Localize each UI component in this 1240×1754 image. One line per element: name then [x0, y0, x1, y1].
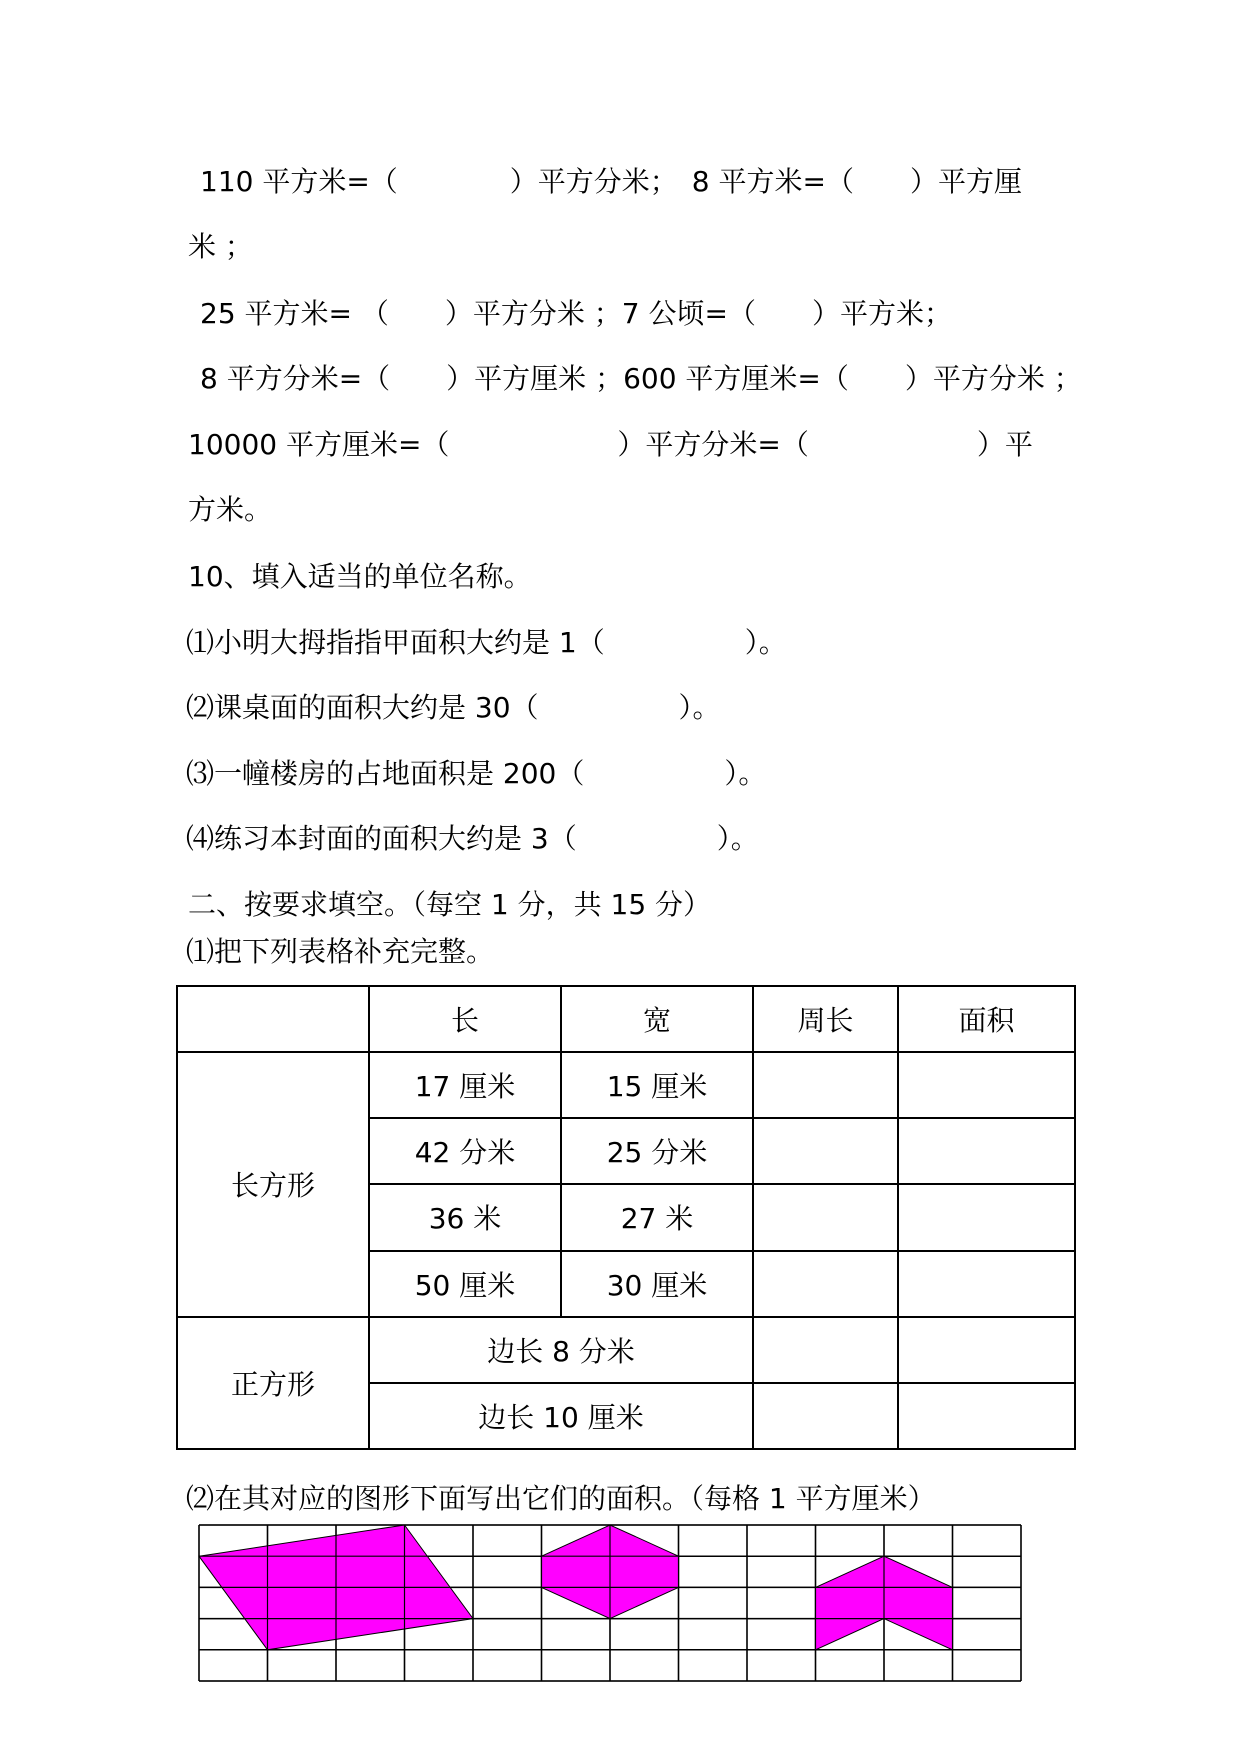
question-10-item-2: ⑵课桌面的面积大约是 30（ ）。 [186, 691, 721, 724]
square-side-cell: 边长 10 厘米 [369, 1383, 753, 1449]
section-2-sub-2: ⑵在其对应的图形下面写出它们的面积。（每格 1 平方厘米） [186, 1482, 936, 1515]
conversion-line-5: 10000 平方厘米=（ ）平方分米=（ ）平 [188, 428, 1033, 461]
conversion-line-6: 方米。 [188, 493, 273, 526]
question-10-item-1: ⑴小明大拇指指甲面积大约是 1（ ）。 [186, 626, 787, 659]
rect-length-cell: 36 米 [369, 1184, 561, 1250]
rect-width-cell: 30 厘米 [561, 1251, 753, 1317]
rect-length-cell: 17 厘米 [369, 1052, 561, 1118]
square-side-cell: 边长 8 分米 [369, 1317, 753, 1383]
question-10-item-4: ⑷练习本封面的面积大约是 3（ ）。 [186, 822, 759, 855]
rect-length-cell: 42 分米 [369, 1118, 561, 1184]
square-label: 正方形 [177, 1317, 369, 1449]
section-2-sub-1: ⑴把下列表格补充完整。 [186, 935, 495, 968]
table-header-width: 宽 [561, 986, 753, 1052]
section-2-title: 二、按要求填空。（每空 1 分，共 15 分） [188, 888, 712, 921]
rect-width-cell: 25 分米 [561, 1118, 753, 1184]
table-header-perimeter: 周长 [753, 986, 898, 1052]
conversion-line-1: 110 平方米=（ ）平方分米； 8 平方米=（ ）平方厘 [200, 165, 1022, 198]
conversion-line-3: 25 平方米= （ ）平方分米 ；7 公顷=（ ）平方米； [200, 297, 952, 330]
rect-length-cell: 50 厘米 [369, 1251, 561, 1317]
table-header-length: 长 [369, 986, 561, 1052]
table-header-area: 面积 [898, 986, 1075, 1052]
conversion-line-2: 米 ； [188, 230, 253, 263]
rectangle-label: 长方形 [177, 1052, 369, 1317]
conversion-line-4: 8 平方分米=（ ）平方厘米 ；600 平方厘米=（ ）平方分米 ； [200, 362, 1082, 395]
rect-width-cell: 15 厘米 [561, 1052, 753, 1118]
question-10-title: 10、填入适当的单位名称。 [188, 560, 532, 593]
question-10-item-3: ⑶一幢楼房的占地面积是 200（ ）。 [186, 757, 767, 790]
rect-width-cell: 27 米 [561, 1184, 753, 1250]
